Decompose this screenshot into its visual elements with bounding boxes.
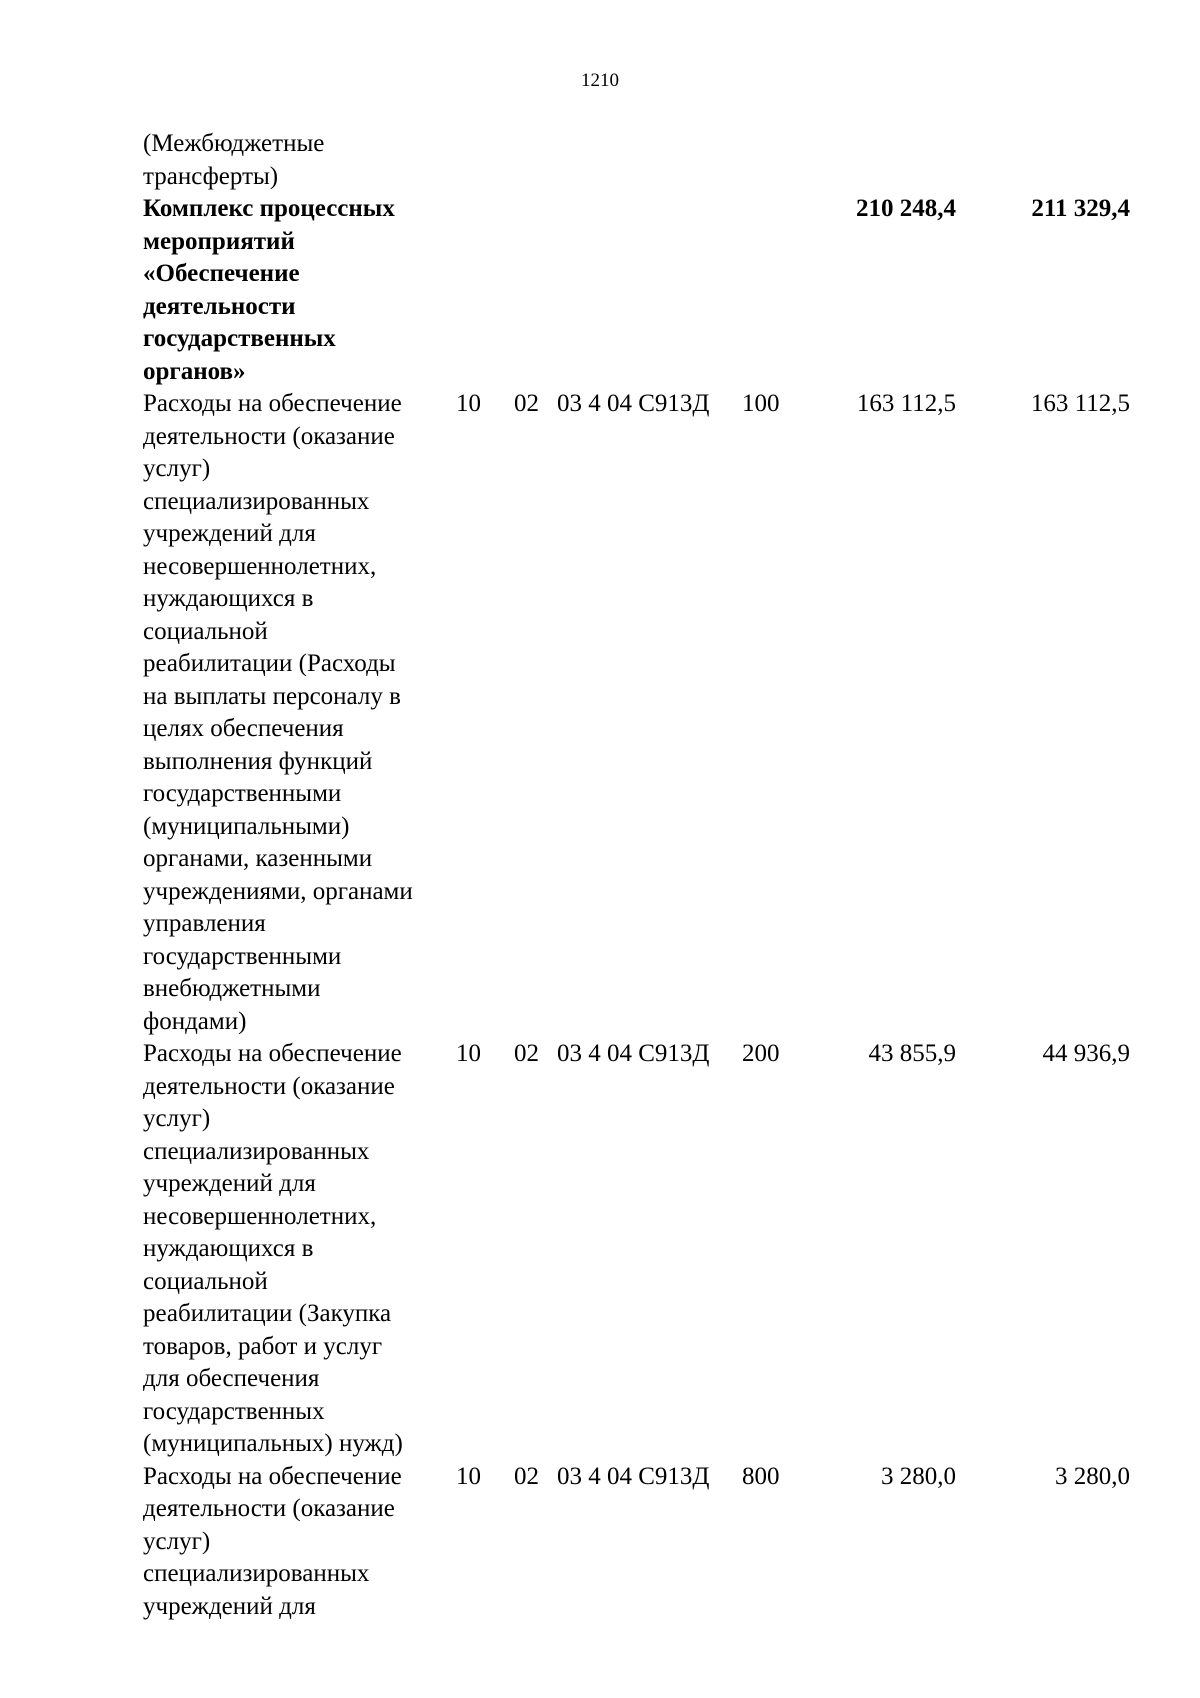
year1-amount: 163 112,5: [856, 390, 956, 417]
row-name: (Межбюджетные трансферты): [143, 130, 325, 190]
section-code: 10: [456, 1040, 481, 1067]
year1-amount: 43 855,9: [868, 1040, 956, 1067]
row-name: Комплекс процессных мероприятий «Обеспечение деятельности государственных органов»: [143, 195, 395, 385]
table-row: [143, 1461, 1143, 1624]
target-article-code: 03 4 04 С913Д: [557, 1462, 710, 1490]
budget-table: [143, 128, 1143, 1623]
table-row: [143, 1038, 1143, 1461]
expense-type-code: 200: [742, 1040, 780, 1067]
row-name: Расходы на обеспечение деятельности (оказание услуг) специализированных учреждений для несовершеннолетних, нуждающихся в социальной реабилитации (Расходы на выплаты персоналу в целях обеспечения выполнения функций государственными (муниципальными) органами, казенными учреждениями, органами управления государственными внебюджетными фондами): [143, 390, 413, 1035]
year1-amount: 3 280,0: [881, 1462, 956, 1490]
row-name: Расходы на обеспечение деятельности (оказание услуг) специализированных учреждений для: [143, 1462, 402, 1620]
expense-type-code: 100: [742, 390, 780, 417]
table-row: [143, 128, 1143, 193]
row-name: Расходы на обеспечение деятельности (оказание услуг) специализированных учреждений для несовершеннолетних, нуждающихся в социальной реабилитации (Закупка товаров, работ и услуг для обеспечения государственных (муниципальных) нужд): [143, 1040, 403, 1457]
subsection-code: 02: [514, 1462, 539, 1490]
target-article-code: 03 4 04 С913Д: [557, 390, 710, 417]
year2-amount: 163 112,5: [1030, 390, 1130, 417]
page-number: 1210: [581, 70, 619, 91]
year1-amount: 210 248,4: [856, 195, 956, 222]
year2-amount: 3 280,0: [1055, 1462, 1130, 1490]
section-code: 10: [456, 390, 481, 417]
subsection-code: 02: [514, 1040, 539, 1067]
expense-type-code: 800: [742, 1462, 780, 1490]
table-row: [143, 193, 1143, 388]
year2-amount: 211 329,4: [1031, 195, 1130, 222]
target-article-code: 03 4 04 С913Д: [557, 1040, 710, 1067]
section-code: 10: [456, 1462, 481, 1490]
table-row: [143, 388, 1143, 1038]
year2-amount: 44 936,9: [1042, 1040, 1130, 1067]
subsection-code: 02: [514, 390, 539, 417]
